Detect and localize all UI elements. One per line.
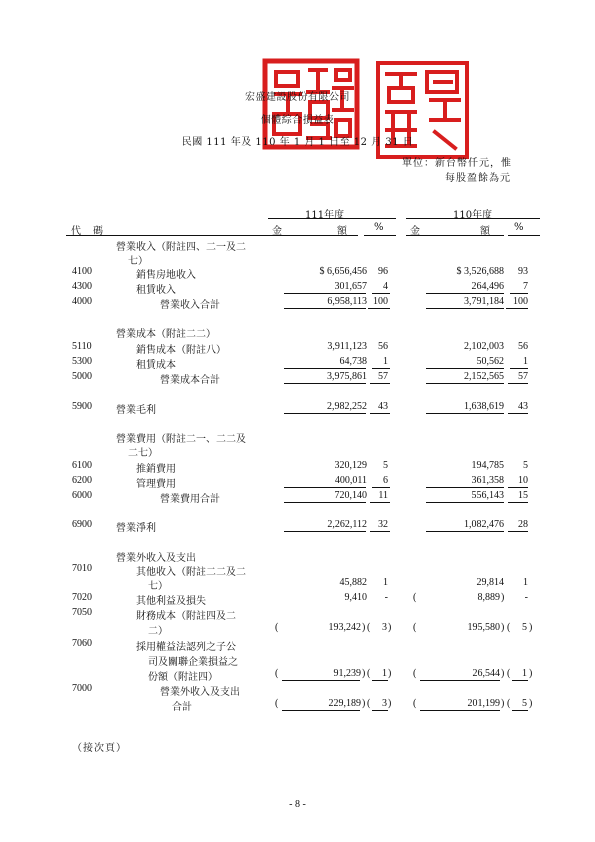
amount-2022: 193,242 [328, 622, 361, 633]
close-paren: ) [362, 622, 366, 633]
row-label: 營業毛利 [116, 405, 156, 416]
subtotal-rule [284, 487, 366, 488]
total-rule [506, 308, 528, 309]
company-name: 宏盛建設股份有限公司 [245, 92, 350, 103]
amount-2022: $ 6,656,456 [319, 266, 367, 277]
percent-2022: 43 [378, 401, 388, 412]
row-label-cont: 司及關聯企業損益之 [148, 657, 238, 668]
total-rule [370, 502, 390, 503]
row-label: 財務成本（附註四及二 [136, 611, 236, 622]
row-label: 推銷費用 [136, 464, 176, 475]
percent-2021: 43 [518, 401, 528, 412]
percent-2022: 57 [378, 371, 388, 382]
percent-2021: 1 [523, 577, 528, 588]
total-rule [426, 413, 504, 414]
percent-2021: 15 [518, 490, 528, 501]
row-code: 4100 [72, 266, 92, 277]
total-rule [426, 502, 504, 503]
year-2021-rule [406, 218, 540, 219]
close-paren: ) [529, 668, 533, 679]
amount-2021: 556,143 [471, 490, 504, 501]
percent-2021: 93 [518, 266, 528, 277]
subtotal-rule [284, 368, 366, 369]
total-rule [512, 710, 528, 711]
total-rule [426, 531, 504, 532]
row-code: 7000 [72, 683, 92, 694]
row-label: 租賃收入 [136, 285, 176, 296]
row-code: 6200 [72, 475, 92, 486]
row-label-cont: 合計 [172, 702, 192, 713]
row-code: 7050 [72, 607, 92, 618]
amount-2021: 195,580 [467, 622, 500, 633]
close-paren: ) [388, 622, 392, 633]
pct-2022-header-rule [364, 235, 396, 236]
percent-2022: 11 [378, 490, 388, 501]
amount-2021: 201,199 [467, 698, 500, 709]
total-rule [508, 383, 528, 384]
percent-2021: 7 [523, 281, 528, 292]
close-paren: ) [529, 622, 533, 633]
total-rule [370, 383, 390, 384]
amount-2022: 720,140 [334, 490, 367, 501]
amount-2022: 2,982,252 [327, 401, 367, 412]
percent-2021: 28 [518, 519, 528, 530]
percent-2022: 1 [383, 356, 388, 367]
row-label: 營業收入合計 [160, 300, 220, 311]
row-code: 4000 [72, 296, 92, 307]
subtotal-rule [510, 293, 528, 294]
open-paren: ( [507, 622, 511, 633]
amount-2022: 3,975,861 [327, 371, 367, 382]
code-column-header: 代 碼 [71, 226, 104, 237]
row-label: 租賃成本 [136, 360, 176, 371]
total-rule [420, 710, 500, 711]
close-paren: ) [501, 668, 505, 679]
total-rule [282, 710, 360, 711]
amount-2021: 2,152,565 [464, 371, 504, 382]
percent-2021: 1 [522, 668, 527, 679]
percent-header-2021: % [514, 222, 524, 233]
amount-2021: 1,638,619 [464, 401, 504, 412]
year-2022-rule [268, 218, 396, 219]
row-code: 7010 [72, 563, 92, 574]
row-label: 營業淨利 [116, 523, 156, 534]
total-rule [508, 502, 528, 503]
currency-unit-note: 單位：新台幣仟元，惟 [402, 158, 512, 169]
close-paren: ) [388, 698, 392, 709]
amount-header-2021-right: 額 [480, 226, 490, 237]
row-label: 銷售成本（附註八） [136, 345, 226, 356]
revenue-heading: 營業收入（附註四、二一及二 [116, 242, 246, 253]
amount-2021: 194,785 [471, 460, 504, 471]
subtotal-rule [282, 680, 360, 681]
amount-2022-header-rule [268, 235, 358, 236]
total-rule [284, 531, 366, 532]
total-rule [508, 413, 528, 414]
amount-2022: 320,129 [334, 460, 367, 471]
amount-2022: 45,882 [339, 577, 367, 588]
statement-period: 民國 111 年及 110 年 1 月 1 日至 12 月 31 日 [181, 137, 414, 148]
row-label-cont: 七） [148, 581, 168, 592]
nonoperating-heading: 營業外收入及支出 [116, 553, 196, 564]
cost-heading: 營業成本（附註二二） [116, 329, 216, 340]
row-code: 5110 [72, 341, 92, 352]
amount-2021: 8,889 [477, 592, 500, 603]
expense-heading-cont: 二七） [128, 448, 158, 459]
row-label: 銷售房地收入 [136, 270, 196, 281]
amount-2021: 1,082,476 [464, 519, 504, 530]
open-paren: ( [413, 668, 417, 679]
year-2021-header: 110年度 [453, 210, 493, 221]
amount-2021: 50,562 [476, 356, 504, 367]
amount-2021: 2,102,003 [464, 341, 504, 352]
row-code: 4300 [72, 281, 92, 292]
amount-2021: 264,496 [471, 281, 504, 292]
close-paren: ) [529, 698, 533, 709]
open-paren: ( [367, 622, 371, 633]
row-code: 6900 [72, 519, 92, 530]
percent-2022: 5 [383, 460, 388, 471]
amount-2021: 3,791,184 [464, 296, 504, 307]
continued-next-page: （接次頁） [72, 743, 127, 754]
open-paren: ( [275, 622, 279, 633]
amount-2022: 301,657 [334, 281, 367, 292]
open-paren: ( [413, 622, 417, 633]
page-number: - 8 - [289, 799, 306, 810]
row-label: 其他收入（附註二二及二 [136, 567, 246, 578]
amount-2021-header-rule [406, 235, 504, 236]
close-paren: ) [501, 592, 505, 603]
percent-2021: 100 [513, 296, 528, 307]
row-label: 營業外收入及支出 [160, 687, 240, 698]
percent-2022: 32 [378, 519, 388, 530]
amount-2021: 26,544 [472, 668, 500, 679]
amount-header-2021-left: 金 [410, 226, 420, 237]
percent-2022: 96 [378, 266, 388, 277]
amount-2022: 2,262,112 [327, 519, 367, 530]
subtotal-rule [510, 368, 528, 369]
percent-2022: 56 [378, 341, 388, 352]
percent-2022: 3 [382, 622, 387, 633]
subtotal-rule [426, 368, 504, 369]
total-rule [284, 383, 366, 384]
code-header-rule [66, 235, 268, 236]
eps-unit-note: 每股盈餘為元 [445, 173, 511, 184]
percent-2021: 5 [523, 460, 528, 471]
close-paren: ) [362, 668, 366, 679]
row-code: 6100 [72, 460, 92, 471]
row-code: 7060 [72, 638, 92, 649]
total-rule [372, 710, 388, 711]
subtotal-rule [426, 293, 504, 294]
total-rule [284, 308, 366, 309]
row-code: 5900 [72, 401, 92, 412]
open-paren: ( [413, 698, 417, 709]
total-rule [368, 308, 390, 309]
subtotal-rule [284, 293, 366, 294]
close-paren: ) [501, 698, 505, 709]
revenue-heading-cont: 七） [128, 256, 148, 267]
subtotal-rule [372, 680, 388, 681]
total-rule [284, 413, 366, 414]
percent-2021: 57 [518, 371, 528, 382]
row-label: 營業成本合計 [160, 375, 220, 386]
total-rule [508, 531, 528, 532]
expense-heading: 營業費用（附註二一、二二及 [116, 434, 246, 445]
close-paren: ) [362, 698, 366, 709]
amount-2021: $ 3,526,688 [456, 266, 504, 277]
close-paren: ) [501, 622, 505, 633]
total-rule [426, 383, 504, 384]
subtotal-rule [420, 680, 500, 681]
year-2022-header: 111年度 [305, 210, 345, 221]
amount-2022: 91,239 [333, 668, 361, 679]
total-rule [284, 502, 366, 503]
percent-2021: 5 [522, 698, 527, 709]
open-paren: ( [367, 698, 371, 709]
open-paren: ( [507, 698, 511, 709]
pct-2021-header-rule [508, 235, 540, 236]
row-code: 5000 [72, 371, 92, 382]
open-paren: ( [507, 668, 511, 679]
row-label-cont: 份額（附註四） [148, 672, 218, 683]
amount-2022: 9,410 [344, 592, 367, 603]
percent-2022: 4 [383, 281, 388, 292]
percent-2022: 1 [383, 577, 388, 588]
percent-2022: 100 [373, 296, 388, 307]
percent-2021: 56 [518, 341, 528, 352]
percent-2021: 10 [518, 475, 528, 486]
subtotal-rule [426, 487, 504, 488]
row-label: 採用權益法認列之子公 [136, 642, 236, 653]
amount-2022: 400,011 [334, 475, 367, 486]
row-label-cont: 二） [148, 626, 168, 637]
percent-2022: 1 [382, 668, 387, 679]
row-label: 營業費用合計 [160, 494, 220, 505]
subtotal-rule [372, 368, 390, 369]
percent-2022: 3 [382, 698, 387, 709]
close-paren: ) [388, 668, 392, 679]
open-paren: ( [275, 698, 279, 709]
amount-header-2022-left: 金 [272, 226, 282, 237]
subtotal-rule [508, 487, 528, 488]
amount-2022: 3,911,123 [327, 341, 367, 352]
open-paren: ( [275, 668, 279, 679]
total-rule [370, 531, 390, 532]
row-code: 5300 [72, 356, 92, 367]
row-code: 6000 [72, 490, 92, 501]
amount-2022: 64,738 [339, 356, 367, 367]
amount-header-2022-right: 額 [337, 226, 347, 237]
percent-2021: - [524, 592, 528, 603]
open-paren: ( [367, 668, 371, 679]
statement-title: 個體綜合損益表 [260, 115, 335, 126]
percent-2021: 5 [522, 622, 527, 633]
total-rule [370, 413, 390, 414]
amount-2021: 29,814 [476, 577, 504, 588]
subtotal-rule [372, 293, 390, 294]
amount-2022: 6,958,113 [327, 296, 367, 307]
percent-2022: - [384, 592, 388, 603]
row-code: 7020 [72, 592, 92, 603]
row-label: 管理費用 [136, 479, 176, 490]
amount-2022: 229,189 [328, 698, 361, 709]
amount-2021: 361,358 [471, 475, 504, 486]
subtotal-rule [372, 487, 390, 488]
percent-header-2022: % [374, 222, 384, 233]
open-paren: ( [413, 592, 417, 603]
percent-2022: 6 [383, 475, 388, 486]
subtotal-rule [512, 680, 528, 681]
row-label: 其他利益及損失 [136, 596, 206, 607]
total-rule [426, 308, 504, 309]
percent-2021: 1 [523, 356, 528, 367]
